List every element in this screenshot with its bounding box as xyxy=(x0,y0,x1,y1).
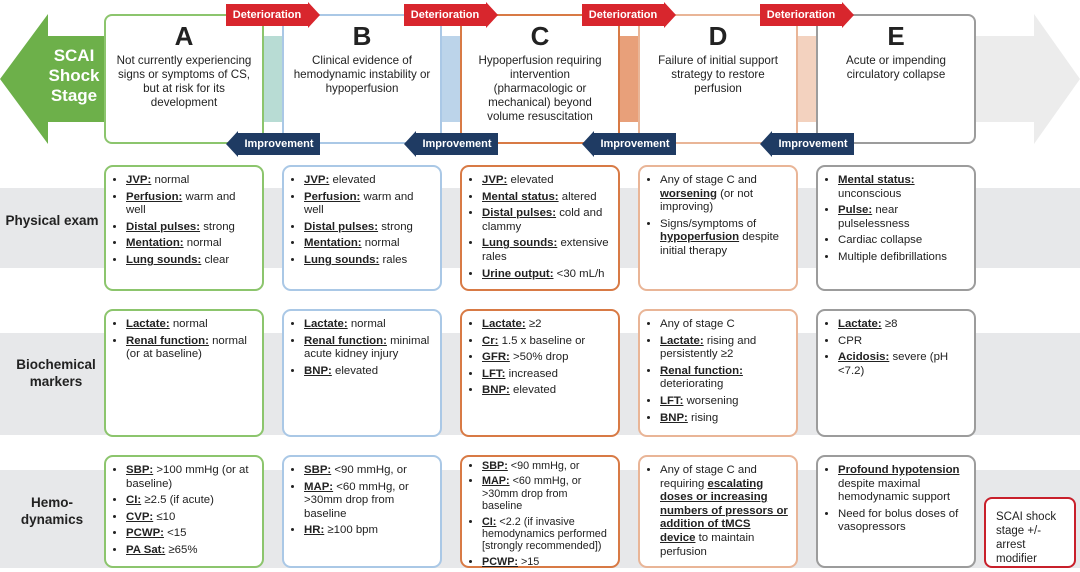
criteria-key: Lung sounds: xyxy=(126,253,202,266)
criteria-key: Distal pulses: xyxy=(126,220,201,233)
criteria-prefix: Any of stage C and xyxy=(660,174,757,186)
criteria-key: JVP: xyxy=(304,174,330,186)
criteria-item xyxy=(482,207,610,234)
criteria-value: ≥2.5 (if acute) xyxy=(141,494,214,507)
card-biochem-e xyxy=(816,309,976,437)
criteria-value: <60 mmHg, or >30mm drop from baseline xyxy=(304,480,409,520)
criteria-value: warm and well xyxy=(126,190,236,217)
criteria-key: Lung sounds: xyxy=(482,237,558,250)
criteria-item xyxy=(126,511,254,525)
criteria-item xyxy=(126,254,254,268)
criteria-item xyxy=(482,237,610,264)
criteria-key: LFT: xyxy=(660,394,684,407)
criteria-item xyxy=(838,174,966,201)
criteria-value: minimal acute kidney injury xyxy=(304,334,430,361)
criteria-value: normal (or at baseline) xyxy=(126,334,247,361)
improvement-label: Improvement xyxy=(772,133,854,155)
criteria-value: rising and persistently ≥2 xyxy=(660,334,757,361)
criteria-value: elevated xyxy=(507,174,554,186)
criteria-item xyxy=(304,335,432,362)
criteria-key: escalating doses or increasing numbers of pressors or addition of tMCS device xyxy=(660,477,788,544)
arrest-modifier-box: SCAI shock stage +/- arrest modifier xyxy=(984,497,1076,568)
criteria-list xyxy=(114,174,254,268)
criteria-item xyxy=(482,516,610,553)
scai-stage-title: SCAI Shock Stage xyxy=(48,46,100,105)
criteria-key: worsening xyxy=(660,187,717,200)
criteria-key: CVP: xyxy=(126,510,154,523)
criteria-item xyxy=(482,335,610,349)
criteria-item xyxy=(838,251,966,265)
improvement-label: Improvement xyxy=(594,133,676,155)
improvement-label: Improvement xyxy=(238,133,320,155)
criteria-item xyxy=(304,191,432,218)
stage-description: Clinical evidence of hemodynamic instability or hypoperfusion xyxy=(293,54,431,95)
stage-letter: D xyxy=(708,21,728,51)
criteria-value: CPR xyxy=(838,334,863,347)
connector-bc xyxy=(440,36,462,122)
criteria-key: Cr: xyxy=(482,334,499,347)
criteria-value: extensive rales xyxy=(482,237,609,263)
criteria-value: despite initial therapy xyxy=(660,231,780,257)
criteria-value: deteriorating xyxy=(660,378,724,391)
criteria-value: <30 mL/h xyxy=(553,267,605,280)
criteria-list xyxy=(470,460,610,568)
criteria-item xyxy=(304,254,432,268)
criteria-item xyxy=(660,365,788,392)
criteria-item xyxy=(660,395,788,409)
criteria-value: clear xyxy=(201,253,230,266)
criteria-key: MAP: xyxy=(482,475,510,488)
criteria-key: GFR: xyxy=(482,351,510,364)
criteria-list xyxy=(292,464,432,538)
criteria-key: SBP: xyxy=(304,464,332,476)
criteria-key: Mentation: xyxy=(126,237,184,250)
criteria-list xyxy=(470,174,610,281)
criteria-key: JVP: xyxy=(126,174,152,186)
stage-letter: A xyxy=(174,21,194,51)
criteria-item xyxy=(126,464,254,491)
criteria-value: normal xyxy=(151,174,190,186)
criteria-item xyxy=(304,464,432,478)
card-physical-d xyxy=(638,165,798,291)
criteria-value: unconscious xyxy=(838,187,902,200)
criteria-value: <90 mmHg, or xyxy=(331,464,407,476)
criteria-list xyxy=(114,318,254,362)
connector-ab xyxy=(262,36,284,122)
criteria-key: PA Sat: xyxy=(126,543,166,556)
criteria-key: PCWP: xyxy=(482,555,518,568)
criteria-key: SBP: xyxy=(482,460,508,472)
improvement-arrow xyxy=(226,133,320,155)
row-label-physical-exam: Physical exam xyxy=(5,213,99,228)
criteria-key: Distal pulses: xyxy=(482,207,557,220)
criteria-key: Renal function: xyxy=(660,364,743,377)
criteria-list xyxy=(292,174,432,268)
stage-description: Not currently experiencing signs or symptoms of CS, but at risk for its development xyxy=(116,54,252,109)
criteria-item xyxy=(126,174,254,188)
criteria-value: increased xyxy=(505,367,558,380)
connector-cd xyxy=(618,36,640,122)
stage-letter: B xyxy=(352,21,372,51)
connector-de xyxy=(796,36,818,122)
card-hemo-d xyxy=(638,455,798,568)
criteria-list xyxy=(648,174,788,259)
criteria-item xyxy=(482,460,610,472)
stage-c-box xyxy=(460,14,620,144)
criteria-value: near pulselessness xyxy=(838,204,910,230)
criteria-item xyxy=(838,464,966,505)
card-hemo-e xyxy=(816,455,976,568)
card-hemo-b xyxy=(282,455,442,568)
criteria-value: elevated xyxy=(329,174,376,186)
criteria-item xyxy=(838,335,966,349)
criteria-item xyxy=(482,191,610,205)
deterioration-label: Deterioration xyxy=(582,4,664,26)
improvement-arrow xyxy=(760,133,854,155)
stage-description: Hypoperfusion requiring intervention (pharmacologic or mechanical) beyond volume resuscitation xyxy=(478,54,602,123)
stage-letter: E xyxy=(887,21,905,51)
criteria-item xyxy=(660,218,788,259)
criteria-key: Perfusion: xyxy=(126,190,183,203)
criteria-value: cold and clammy xyxy=(482,207,603,233)
criteria-value: despite maximal hemodynamic support xyxy=(838,477,951,504)
criteria-item xyxy=(838,234,966,248)
criteria-value: ≥100 bpm xyxy=(324,524,378,537)
criteria-key: SBP: xyxy=(126,464,154,476)
criteria-item xyxy=(838,318,966,332)
criteria-list xyxy=(114,464,254,558)
stage-description: Failure of initial support strategy to restore perfusion xyxy=(658,54,778,95)
criteria-prefix: Any of stage C and requiring xyxy=(660,464,757,490)
criteria-value: normal xyxy=(347,318,386,330)
criteria-value: <60 mmHg, or >30mm drop from baseline xyxy=(482,475,582,513)
criteria-key: Renal function: xyxy=(126,334,209,347)
criteria-key: Lactate: xyxy=(838,318,882,330)
criteria-value: >15 xyxy=(518,555,540,568)
criteria-item xyxy=(126,191,254,218)
criteria-value: elevated xyxy=(509,384,557,397)
criteria-value: Multiple defibrillations xyxy=(838,250,947,263)
criteria-key: CI: xyxy=(482,515,497,528)
criteria-key: Lactate: xyxy=(660,334,704,347)
criteria-value: strong xyxy=(378,220,413,233)
criteria-value: >100 mmHg (or at baseline) xyxy=(126,464,249,490)
criteria-key: Mental status: xyxy=(482,190,559,203)
criteria-item xyxy=(126,527,254,541)
criteria-value: Need for bolus doses of vasopressors xyxy=(838,507,959,534)
criteria-key: Lactate: xyxy=(126,318,170,330)
criteria-item xyxy=(482,268,610,282)
criteria-item xyxy=(126,335,254,362)
criteria-value: normal xyxy=(183,237,222,250)
criteria-item xyxy=(304,221,432,235)
stage-d-box xyxy=(638,14,798,144)
criteria-value: normal xyxy=(169,318,208,330)
criteria-prefix: Signs/symptoms of xyxy=(660,217,757,230)
criteria-key: Distal pulses: xyxy=(304,220,379,233)
deterioration-label: Deterioration xyxy=(760,4,842,26)
criteria-key: Lung sounds: xyxy=(304,253,380,266)
criteria-item xyxy=(482,174,610,188)
improvement-label: Improvement xyxy=(416,133,498,155)
criteria-item xyxy=(126,494,254,508)
progression-arrow-tip xyxy=(974,14,1080,144)
criteria-value: ≥65% xyxy=(165,543,198,556)
stage-letter: C xyxy=(530,21,550,51)
criteria-item xyxy=(660,335,788,362)
criteria-item xyxy=(482,384,610,398)
criteria-key: BNP: xyxy=(660,411,688,424)
card-biochem-d xyxy=(638,309,798,437)
criteria-item xyxy=(304,237,432,251)
deterioration-arrow xyxy=(404,4,498,26)
criteria-list xyxy=(826,464,966,535)
criteria-key: Perfusion: xyxy=(304,190,361,203)
criteria-key: BNP: xyxy=(482,384,510,397)
card-biochem-c xyxy=(460,309,620,437)
criteria-item xyxy=(482,351,610,365)
criteria-key: Profound hypotension xyxy=(838,464,960,476)
deterioration-arrow xyxy=(226,4,320,26)
criteria-list xyxy=(648,318,788,425)
criteria-value: rising xyxy=(687,411,719,424)
deterioration-label: Deterioration xyxy=(404,4,486,26)
criteria-item xyxy=(838,204,966,231)
criteria-value: <15 xyxy=(163,527,187,540)
criteria-item xyxy=(482,368,610,382)
criteria-value: >50% drop xyxy=(509,351,569,364)
row-label-biochemical: Biochemical markers xyxy=(16,357,96,389)
card-hemo-a xyxy=(104,455,264,568)
criteria-key: Renal function: xyxy=(304,334,387,347)
criteria-key: PCWP: xyxy=(126,527,164,540)
criteria-key: CI: xyxy=(126,494,142,507)
criteria-value: <2.2 (if invasive hemodynamics performed [strongly recommended]) xyxy=(482,515,607,553)
stage-b-box xyxy=(282,14,442,144)
criteria-list xyxy=(648,464,788,559)
criteria-item xyxy=(660,412,788,426)
criteria-list xyxy=(826,174,966,265)
criteria-item xyxy=(304,174,432,188)
criteria-value: normal xyxy=(361,237,400,250)
criteria-key: Lactate: xyxy=(304,318,348,330)
criteria-item xyxy=(304,365,432,379)
criteria-item xyxy=(304,318,432,332)
criteria-value: Any of stage C xyxy=(660,318,735,330)
criteria-item xyxy=(838,508,966,535)
criteria-value: (or not improving) xyxy=(660,187,754,214)
stage-e-box xyxy=(816,14,976,144)
criteria-key: Acidosis: xyxy=(838,351,890,364)
criteria-item xyxy=(482,475,610,512)
criteria-value: severe (pH <7.2) xyxy=(838,351,949,377)
row-label-hemodynamics: Hemo-dynamics xyxy=(20,495,84,527)
criteria-item xyxy=(660,464,788,559)
criteria-item xyxy=(126,318,254,332)
criteria-key: Lactate: xyxy=(482,318,526,330)
criteria-key: MAP: xyxy=(304,480,334,493)
criteria-item xyxy=(482,556,610,568)
criteria-value: ≥8 xyxy=(881,318,898,330)
deterioration-label: Deterioration xyxy=(226,4,308,26)
card-physical-e xyxy=(816,165,976,291)
improvement-arrow xyxy=(582,133,676,155)
criteria-item xyxy=(660,174,788,215)
criteria-value: ≤10 xyxy=(153,510,176,523)
criteria-key: BNP: xyxy=(304,364,332,377)
stage-description: Acute or impending circulatory collapse xyxy=(846,54,946,81)
criteria-value: strong xyxy=(200,220,235,233)
criteria-value: warm and well xyxy=(304,190,414,217)
criteria-key: JVP: xyxy=(482,174,508,186)
criteria-item xyxy=(126,221,254,235)
criteria-list xyxy=(292,318,432,378)
deterioration-arrow xyxy=(582,4,676,26)
criteria-item xyxy=(126,237,254,251)
criteria-key: hypoperfusion xyxy=(660,231,740,244)
criteria-item xyxy=(482,318,610,332)
criteria-key: Urine output: xyxy=(482,267,554,280)
criteria-key: Mental status: xyxy=(838,174,915,186)
card-biochem-b xyxy=(282,309,442,437)
criteria-item xyxy=(304,481,432,522)
criteria-item xyxy=(126,544,254,558)
stage-a-box xyxy=(104,14,264,144)
criteria-value: <90 mmHg, or xyxy=(507,460,580,472)
card-biochem-a xyxy=(104,309,264,437)
improvement-arrow xyxy=(404,133,498,155)
criteria-list xyxy=(470,318,610,398)
criteria-value: to maintain perfusion xyxy=(660,531,755,558)
criteria-value: elevated xyxy=(331,364,379,377)
criteria-value: altered xyxy=(558,190,597,203)
criteria-list xyxy=(826,318,966,378)
criteria-value: Cardiac collapse xyxy=(838,234,923,247)
card-physical-c xyxy=(460,165,620,291)
criteria-key: Mentation: xyxy=(304,237,362,250)
criteria-key: HR: xyxy=(304,524,325,537)
criteria-key: LFT: xyxy=(482,367,506,380)
criteria-value: ≥2 xyxy=(525,318,542,330)
criteria-item xyxy=(838,351,966,378)
criteria-value: worsening xyxy=(683,394,739,407)
card-physical-a xyxy=(104,165,264,291)
criteria-value: rales xyxy=(379,253,408,266)
criteria-value: 1.5 x baseline or xyxy=(498,334,586,347)
card-hemo-c xyxy=(460,455,620,568)
criteria-key: Pulse: xyxy=(838,204,873,217)
criteria-item xyxy=(304,524,432,538)
criteria-item xyxy=(660,318,788,332)
deterioration-arrow xyxy=(760,4,854,26)
card-physical-b xyxy=(282,165,442,291)
